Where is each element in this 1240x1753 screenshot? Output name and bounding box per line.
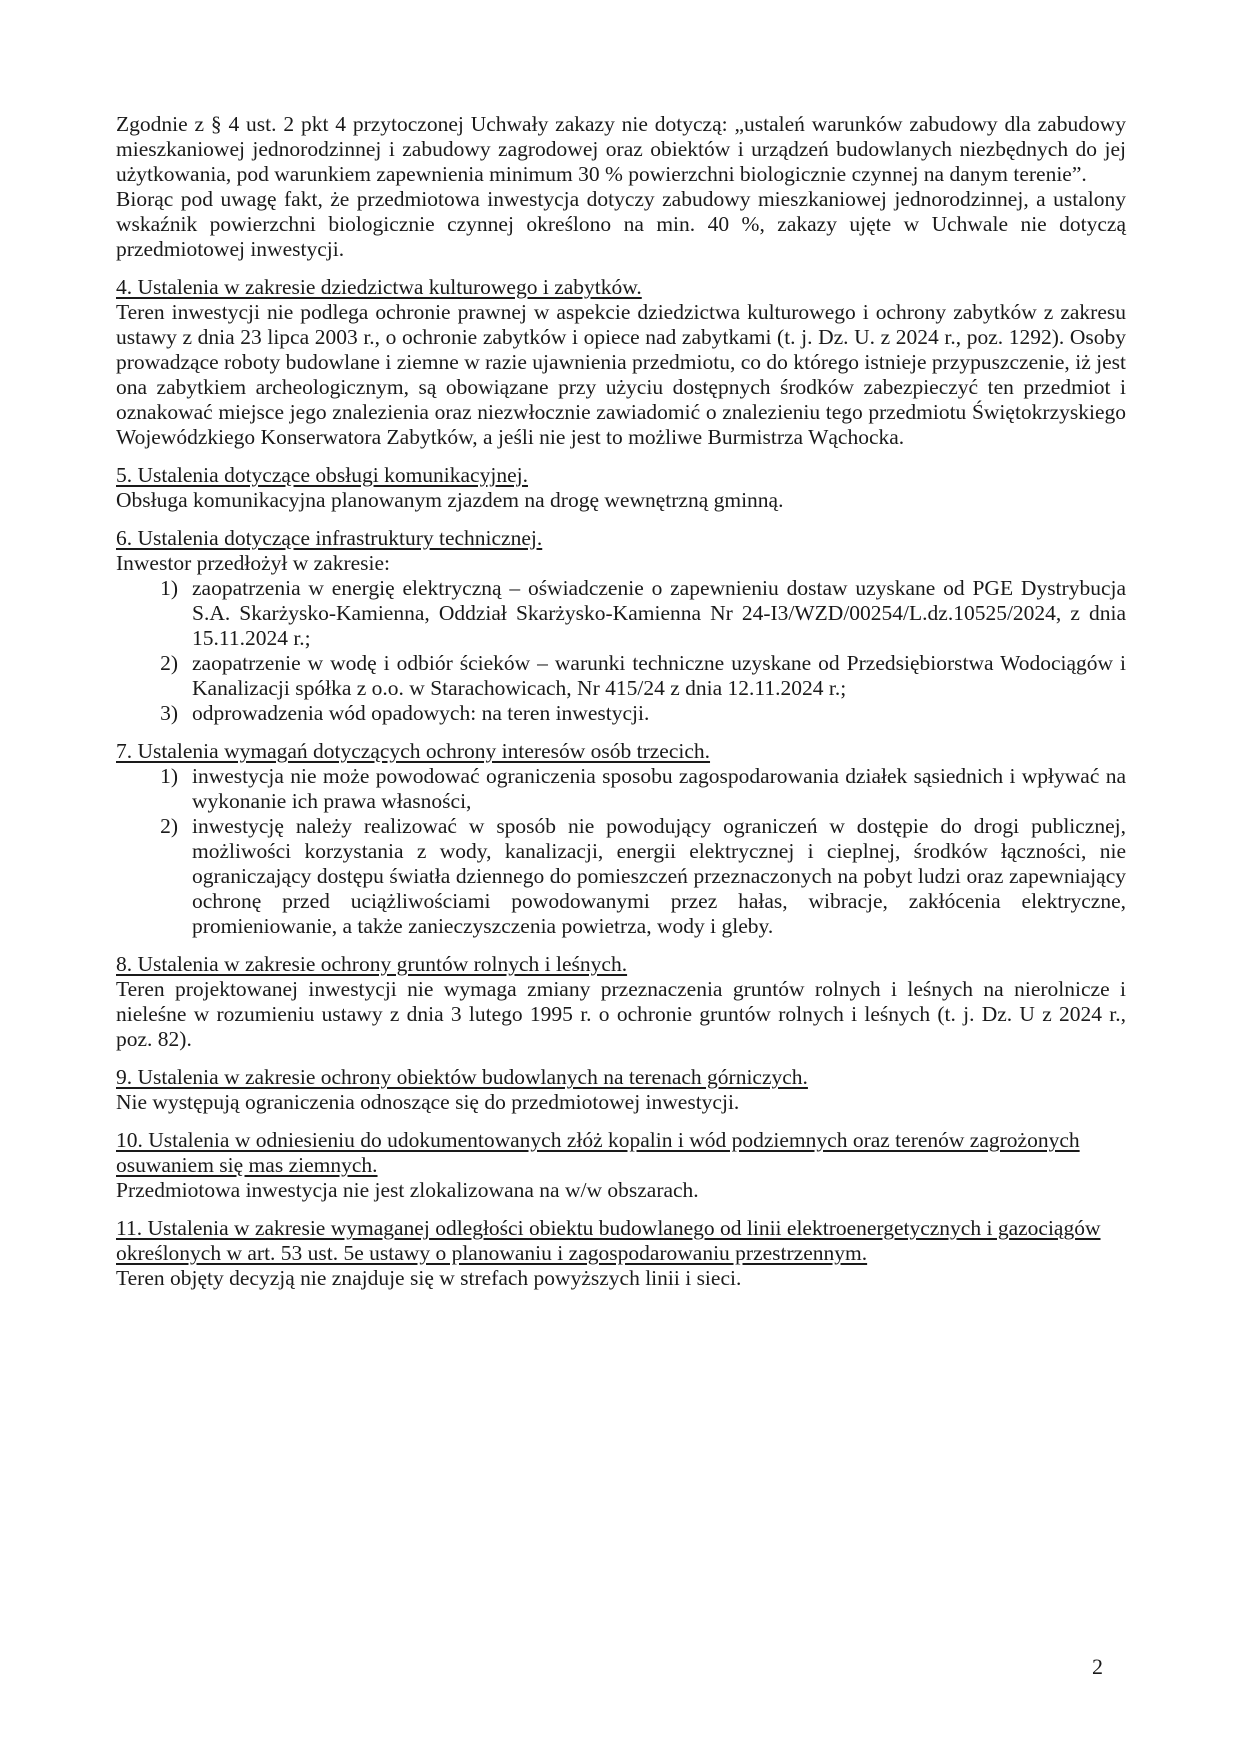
section-11-heading: 11. Ustalenia w zakresie wymaganej odległości obiektu budowlanego od linii elektroenergetycznych i gazociągów określonych w art. 53 ust. 5e ustawy o planowaniu i zagospodarowaniu przestrzennym. xyxy=(116,1216,1101,1265)
section-4-body: Teren inwestycji nie podlega ochronie prawnej w aspekcie dziedzictwa kulturowego i ochrony zabytków z zakresu ustawy z dnia 23 lipca 2003 r., o ochronie zabytków i opiece nad zabytkami (t. j. Dz. U. z 2024 r., poz. 1292). Osoby prowadzące roboty budowlane i ziemne w razie ujawnienia przedmiotu, co do którego istnieje przypuszczenie, iż jest ona zabytkiem archeologicznym, są obowiązane przy użyciu dostępnych środków zabezpieczyć ten przedmiot i oznakować miejsce jego znalezienia oraz niezwłocznie zawiadomić o znalezieniu tego przedmiotu Świętokrzyskiego Wojewódzkiego Konserwatora Zabytków, a jeśli nie jest to możliwe Burmistrza Wąchocka. xyxy=(116,300,1126,449)
intro-paragraph-2: Biorąc pod uwagę fakt, że przedmiotowa inwestycja dotyczy zabudowy mieszkaniowej jednorodzinnej, a ustalony wskaźnik powierzchni biologicznie czynnej określono na min. 40 %, zakazy ujęte w Uchwale nie dotyczą przedmiotowej inwestycji. xyxy=(116,187,1126,261)
list-item xyxy=(116,701,1126,726)
document-page xyxy=(116,112,1126,1291)
list-item xyxy=(116,651,1126,701)
page-number: 2 xyxy=(1092,1654,1103,1679)
list-item-number: 3) xyxy=(160,701,178,725)
section-6-heading: 6. Ustalenia dotyczące infrastruktury technicznej. xyxy=(116,526,543,550)
section-10-body: Przedmiotowa inwestycja nie jest zlokalizowana na w/w obszarach. xyxy=(116,1178,699,1202)
list-item-text: inwestycję należy realizować w sposób nie powodujący ograniczeń w dostępie do drogi publicznej, możliwości korzystania z wody, kanalizacji, energii elektrycznej i cieplnej, środków łączności, nie ograniczający dostępu światła dziennego do pomieszczeń przeznaczonych na pobyt ludzi oraz zapewniający ochronę przed uciążliwościami powodowanymi przez hałas, wibracje, zakłócenia elektryczne, promieniowanie, a także zanieczyszczenia powietrza, wody i gleby. xyxy=(192,814,1126,938)
section-8-body: Teren projektowanej inwestycji nie wymaga zmiany przeznaczenia gruntów rolnych i leśnych na nierolnicze i nieleśne w rozumieniu ustawy z dnia 3 lutego 1995 r. o ochronie gruntów rolnych i leśnych (t. j. Dz. U z 2024 r., poz. 82). xyxy=(116,977,1126,1051)
list-item-text: odprowadzenia wód opadowych: na teren inwestycji. xyxy=(192,701,650,725)
section-4-heading: 4. Ustalenia w zakresie dziedzictwa kulturowego i zabytków. xyxy=(116,275,642,299)
section-9-body: Nie występują ograniczenia odnoszące się do przedmiotowej inwestycji. xyxy=(116,1090,740,1114)
list-item-text: zaopatrzenie w wodę i odbiór ścieków – warunki techniczne uzyskane od Przedsiębiorstwa Wodociągów i Kanalizacji spółka z o.o. w Starachowicach, Nr 415/24 z dnia 12.11.2024 r.; xyxy=(192,651,1126,700)
section-8-heading: 8. Ustalenia w zakresie ochrony gruntów rolnych i leśnych. xyxy=(116,952,628,976)
section-9-heading: 9. Ustalenia w zakresie ochrony obiektów budowlanych na terenach górniczych. xyxy=(116,1065,808,1089)
list-item-number: 1) xyxy=(160,576,178,600)
list-item-text: inwestycja nie może powodować ograniczenia sposobu zagospodarowania działek sąsiednich i wpływać na wykonanie ich prawa własności, xyxy=(192,764,1126,813)
section-10-heading: 10. Ustalenia w odniesieniu do udokumentowanych złóż kopalin i wód podziemnych oraz terenów zagrożonych osuwaniem się mas ziemnych. xyxy=(116,1128,1080,1177)
list-item xyxy=(116,576,1126,651)
section-6-intro: Inwestor przedłożył w zakresie: xyxy=(116,551,391,575)
section-5-body: Obsługa komunikacyjna planowanym zjazdem na drogę wewnętrzną gminną. xyxy=(116,488,784,512)
list-item xyxy=(116,814,1126,939)
section-5-heading: 5. Ustalenia dotyczące obsługi komunikacyjnej. xyxy=(116,463,528,487)
list-item xyxy=(116,764,1126,814)
section-11-body: Teren objęty decyzją nie znajduje się w strefach powyższych linii i sieci. xyxy=(116,1266,742,1290)
list-item-number: 1) xyxy=(160,764,178,788)
list-item-number: 2) xyxy=(160,651,178,675)
section-7-heading: 7. Ustalenia wymagań dotyczących ochrony interesów osób trzecich. xyxy=(116,739,711,763)
intro-paragraph-1: Zgodnie z § 4 ust. 2 pkt 4 przytoczonej Uchwały zakazy nie dotyczą: „ustaleń warunków zabudowy dla zabudowy mieszkaniowej jednorodzinnej i zabudowy zagrodowej oraz obiektów i urządzeń budowlanych niezbędnych do jej użytkowania, pod warunkiem zapewnienia minimum 30 % powierzchni biologicznie czynnej na danym terenie”. xyxy=(116,112,1126,186)
list-item-number: 2) xyxy=(160,814,178,838)
list-item-text: zaopatrzenia w energię elektryczną – oświadczenie o zapewnieniu dostaw uzyskane od PGE Dystrybucja S.A. Skarżysko-Kamienna, Oddział Skarżysko-Kamienna Nr 24-I3/WZD/00254/L.dz.10525/2024, z dnia 15.11.2024 r.; xyxy=(192,576,1126,650)
